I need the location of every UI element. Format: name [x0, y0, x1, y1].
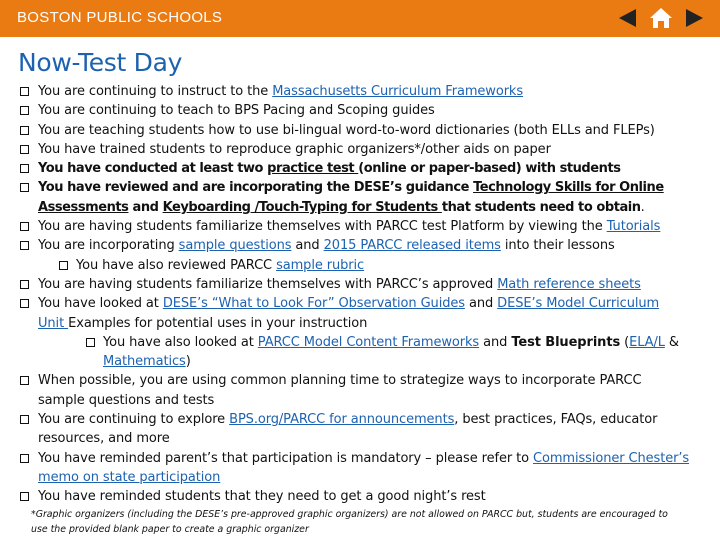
- list-item-continuation: Mathematics): [103, 354, 191, 370]
- list-item: You have reviewed and are incorporating the DESE’s guidance Technology Skills for Online: [0, 178, 720, 197]
- list-item-continuation: Assessments and Keyboarding /Touch-Typing for Students that students need to obtain.: [38, 199, 645, 215]
- checkbox-icon[interactable]: [20, 87, 29, 96]
- checkbox-icon[interactable]: [20, 454, 29, 463]
- checkbox-icon[interactable]: [59, 261, 68, 270]
- checkbox-icon[interactable]: [20, 106, 29, 115]
- triangle-right-icon: [682, 6, 708, 30]
- link-model-curriculum-cont[interactable]: Unit: [38, 315, 69, 331]
- list-item-nested: You have also reviewed PARCC sample rubric: [0, 256, 720, 275]
- list-item: You have looked at DESE’s “What to Look For” Observation Guides and DESE’s Model Curriculum: [0, 294, 720, 313]
- checkbox-icon[interactable]: [20, 183, 29, 192]
- link-technology-skills[interactable]: Technology Skills for Online: [473, 180, 664, 196]
- previous-slide-button[interactable]: [614, 6, 640, 30]
- link-sample-rubric[interactable]: sample rubric: [276, 257, 365, 273]
- list-item: When possible, you are using common planning time to strategize ways to incorporate PARCC: [0, 371, 720, 390]
- link-sample-questions[interactable]: sample questions: [178, 238, 292, 254]
- home-button[interactable]: [648, 6, 674, 30]
- checkbox-icon[interactable]: [20, 280, 29, 289]
- list-item: You are teaching students how to use bi-lingual word-to-word dictionaries (both ELLs and FLEPs): [0, 121, 720, 140]
- home-icon: [648, 6, 674, 30]
- checklist: [0, 82, 720, 507]
- list-item: You are incorporating sample questions and 2015 PARCC released items into their lessons: [0, 236, 720, 255]
- footnote: *Graphic organizers (including the DESE’s pre-approved graphic organizers) are not allowed on PARCC but, students are encouraged to use the provided blank paper to create a graphic organizer: [31, 509, 668, 535]
- link-ma-curriculum-frameworks[interactable]: Massachusetts Curriculum Frameworks: [272, 84, 524, 99]
- checkbox-icon[interactable]: [20, 222, 29, 231]
- link-math-reference-sheets[interactable]: Math reference sheets: [497, 276, 641, 292]
- link-mathematics[interactable]: Mathematics: [103, 354, 186, 370]
- link-tutorials[interactable]: Tutorials: [606, 219, 661, 235]
- link-observation-guides[interactable]: DESE’s “What to Look For” Observation Guides: [162, 296, 465, 312]
- list-item: You are continuing to instruct to the Massachusetts Curriculum Frameworks: [0, 82, 720, 101]
- link-model-content-frameworks[interactable]: PARCC Model Content Frameworks: [257, 334, 480, 350]
- list-item: You have conducted at least two practice test (online or paper-based) with students: [0, 159, 720, 178]
- list-item: You are having students familiarize themselves with PARCC test Platform by viewing the Tutorials: [0, 217, 720, 236]
- checkbox-icon[interactable]: [20, 492, 29, 501]
- link-commissioner-memo[interactable]: Commissioner Chester’s: [533, 450, 690, 466]
- list-item: You have reminded parent’s that participation is mandatory – please refer to Commissioner Chester’s: [0, 449, 720, 468]
- list-item: You have trained students to reproduce graphic organizers*/other aids on paper: [0, 140, 720, 159]
- link-practice-test[interactable]: practice test: [267, 161, 359, 177]
- list-item-continuation: Unit Examples for potential uses in your instruction: [38, 315, 368, 331]
- list-item-nested: You have also looked at PARCC Model Content Frameworks and Test Blueprints (ELA/L &: [0, 333, 720, 352]
- link-technology-skills-cont[interactable]: Assessments: [38, 199, 129, 215]
- link-keyboarding[interactable]: Keyboarding /Touch-Typing for Students: [162, 199, 442, 215]
- list-item-continuation: sample questions and tests: [38, 392, 215, 408]
- org-title: BOSTON PUBLIC SCHOOLS: [17, 9, 223, 26]
- list-item: You are having students familiarize themselves with PARCC’s approved Math reference sheets: [0, 275, 720, 294]
- link-ela-l[interactable]: ELA/L: [629, 334, 665, 350]
- checkbox-icon[interactable]: [20, 299, 29, 308]
- list-item: You are continuing to teach to BPS Pacing and Scoping guides: [0, 101, 720, 120]
- list-item-continuation: [0, 468, 720, 487]
- checkbox-icon[interactable]: [20, 415, 29, 424]
- checkbox-icon[interactable]: [20, 126, 29, 135]
- checkbox-icon[interactable]: [86, 338, 95, 347]
- header-bar: [0, 0, 720, 37]
- next-slide-button[interactable]: [682, 6, 708, 30]
- triangle-left-icon: [614, 6, 640, 30]
- list-item: You have reminded students that they need to get a good night’s rest: [0, 487, 720, 506]
- link-bps-parcc[interactable]: BPS.org/PARCC for announcements: [229, 412, 455, 428]
- page-title: Now-Test Day: [18, 48, 183, 77]
- link-commissioner-memo-cont[interactable]: memo on state participation: [38, 469, 221, 485]
- checkbox-icon[interactable]: [20, 145, 29, 154]
- list-item: You are continuing to explore BPS.org/PARCC for announcements, best practices, FAQs, educator: [0, 410, 720, 429]
- checkbox-icon[interactable]: [20, 376, 29, 385]
- link-released-items[interactable]: 2015 PARCC released items: [323, 238, 501, 254]
- link-model-curriculum[interactable]: DESE’s Model Curriculum: [497, 296, 660, 312]
- list-item-continuation: resources, and more: [38, 431, 170, 447]
- checkbox-icon[interactable]: [20, 241, 29, 250]
- checkbox-icon[interactable]: [20, 164, 29, 173]
